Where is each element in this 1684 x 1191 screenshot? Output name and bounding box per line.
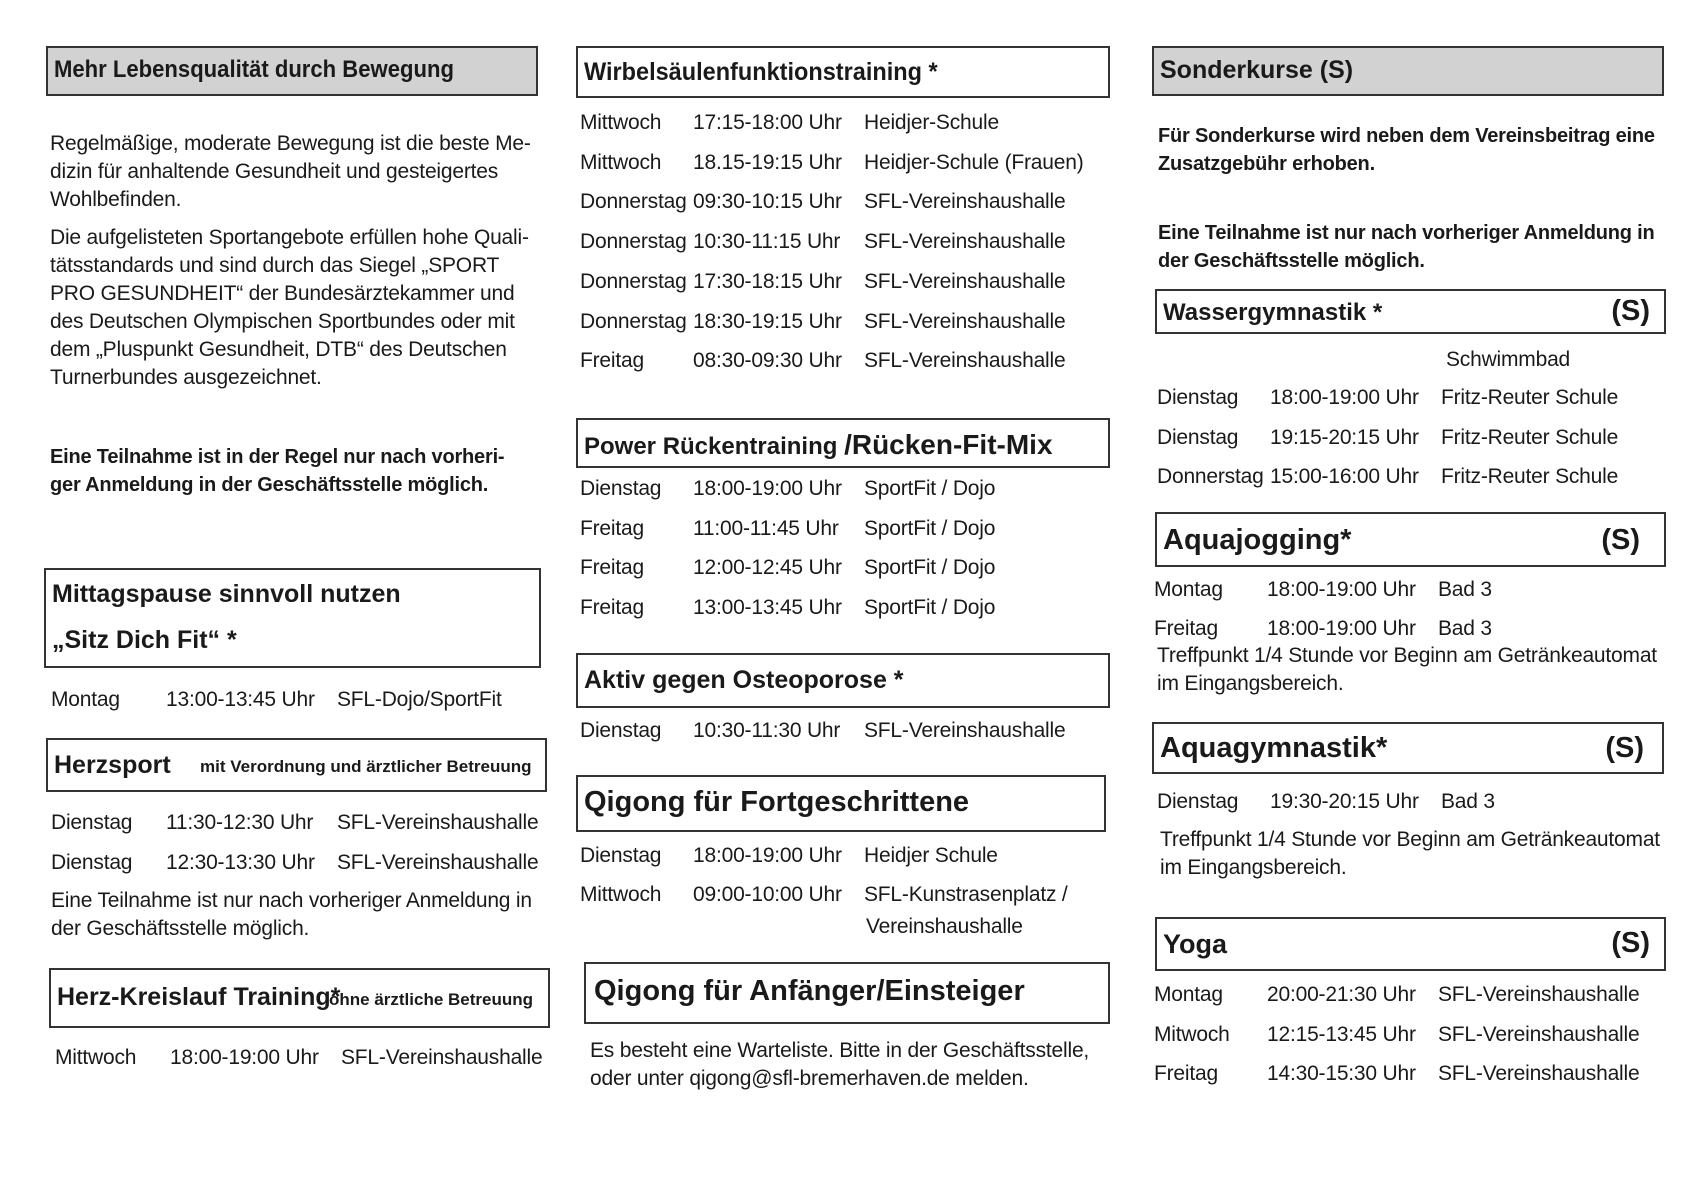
day: Donnerstag xyxy=(580,230,687,254)
day: Freitag xyxy=(580,516,644,540)
day: Dienstag xyxy=(51,811,133,834)
time: 09:00-10:00 Uhr xyxy=(693,883,842,906)
day: Dienstag xyxy=(580,844,662,867)
time: 18.15-19:15 Uhr xyxy=(693,150,842,174)
time: 18:00-19:00 Uhr xyxy=(693,844,842,867)
location: SFL-Vereinshaushalle xyxy=(864,309,1066,333)
section-title: Yoga xyxy=(1163,929,1228,959)
time: 19:15-20:15 Uhr xyxy=(1270,425,1419,449)
text-line: Zusatzgebühr erhoben. xyxy=(1158,153,1375,175)
day: Mitwoch xyxy=(1154,1022,1230,1046)
time: 17:30-18:15 Uhr xyxy=(693,269,842,293)
text-line: oder unter qigong@sfl-bremerhaven.de melden. xyxy=(590,1067,1029,1090)
title-part: Power Rückentraining xyxy=(584,433,845,460)
sonderkurs-tag: (S) xyxy=(1601,524,1640,556)
text-line: im Eingangsbereich. xyxy=(1160,856,1347,879)
sonderkurs-tag: (S) xyxy=(1605,732,1644,764)
section-subtitle: mit Verordnung und ärztlicher Betreuung xyxy=(200,757,532,776)
time: 12:15-13:45 Uhr xyxy=(1267,1022,1416,1046)
section-header-aquagymnastik xyxy=(1152,722,1664,774)
time: 11:00-11:45 Uhr xyxy=(693,516,839,540)
day: Montag xyxy=(1154,983,1223,1006)
time: 18:00-19:00 Uhr xyxy=(693,477,842,500)
time: 13:00-13:45 Uhr xyxy=(166,688,315,711)
time: 20:00-21:30 Uhr xyxy=(1267,983,1416,1006)
section-header-lebensqualitaet xyxy=(46,46,538,96)
location: SFL-Vereinshaushalle xyxy=(864,269,1066,293)
location: SFL-Vereinshaushalle xyxy=(1438,983,1640,1006)
time: 18:00-19:00 Uhr xyxy=(1267,578,1416,601)
intro-notice xyxy=(50,443,504,499)
day: Freitag xyxy=(1154,1062,1218,1086)
location: SFL-Vereinshaushalle xyxy=(864,230,1066,254)
section-header-aquajogging xyxy=(1155,512,1666,567)
time: 10:30-11:30 Uhr xyxy=(693,719,841,742)
text-line: Regelmäßige, moderate Bewegung ist die beste Me- xyxy=(50,132,531,155)
section-title xyxy=(584,429,1053,461)
text-line: Wohlbefinden. xyxy=(50,188,182,211)
day: Mittwoch xyxy=(580,150,662,174)
day: Dienstag xyxy=(580,719,662,742)
location: SFL-Vereinshaushalle xyxy=(337,851,539,874)
text-line: Die aufgelisteten Sportangebote erfüllen hohe Quali- xyxy=(50,226,529,249)
day: Freitag xyxy=(580,556,644,580)
time: 18:00-19:00 Uhr xyxy=(170,1046,319,1069)
text-line: Treffpunkt 1/4 Stunde vor Beginn am Getränkeautomat xyxy=(1160,828,1660,851)
time: 11:30-12:30 Uhr xyxy=(166,811,314,834)
location: SFL-Vereinshaushalle xyxy=(1438,1062,1640,1086)
section-title: Aktiv gegen Osteoporose * xyxy=(584,666,904,694)
section-header-wirbelsaeule xyxy=(576,46,1110,98)
text-line: Treffpunkt 1/4 Stunde vor Beginn am Getränkeautomat xyxy=(1157,644,1657,667)
location: SFL-Vereinshaushalle xyxy=(1438,1022,1640,1046)
day: Montag xyxy=(51,688,120,711)
time: 19:30-20:15 Uhr xyxy=(1270,790,1419,813)
section-title: Herz-Kreislauf Training* xyxy=(57,983,341,1011)
text-line: des Deutschen Olympischen Sportbundes oder mit xyxy=(50,310,515,333)
location: SFL-Vereinshaushalle xyxy=(864,719,1066,742)
text-line: im Eingangsbereich. xyxy=(1157,672,1344,695)
location: SFL-Kunstrasenplatz / xyxy=(864,883,1068,906)
intro-paragraph-1 xyxy=(50,130,531,214)
sonderkurs-tag: (S) xyxy=(1611,295,1650,327)
section-header-osteoporose xyxy=(576,653,1110,708)
text-line: Eine Teilnahme ist in der Regel nur nach vorheri- xyxy=(50,446,505,468)
aquagymnastik-note xyxy=(1160,826,1660,882)
day: Freitag xyxy=(580,349,644,373)
section-header-wassergymnastik xyxy=(1155,289,1666,334)
location: SportFit / Dojo xyxy=(864,556,996,580)
section-subtitle: ohne ärztliche Betreuung xyxy=(329,990,534,1009)
location: SFL-Vereinshaushalle xyxy=(341,1046,543,1069)
time: 15:00-16:00 Uhr xyxy=(1270,465,1419,489)
day: Freitag xyxy=(1154,617,1218,640)
location: Bad 3 xyxy=(1438,578,1492,601)
text-line: ger Anmeldung in der Geschäftsstelle möglich. xyxy=(50,474,489,496)
section-header-mittagspause xyxy=(44,568,541,668)
time: 12:30-13:30 Uhr xyxy=(166,851,315,874)
day: Dienstag xyxy=(1157,790,1239,813)
day: Montag xyxy=(1154,578,1223,601)
section-header-herzsport xyxy=(46,738,547,792)
section-header-power-ruecken xyxy=(576,418,1110,468)
time: 08:30-09:30 Uhr xyxy=(693,349,842,373)
section-title: Aquajogging* xyxy=(1163,524,1352,556)
location: SFL-Vereinshaushalle xyxy=(337,811,539,834)
section-title: Qigong für Anfänger/Einsteiger xyxy=(594,975,1025,1007)
location: Heidjer-Schule (Frauen) xyxy=(864,150,1084,174)
day: Mittwoch xyxy=(580,111,662,134)
day: Donnerstag xyxy=(580,269,687,293)
day: Mittwoch xyxy=(580,883,662,906)
section-header-yoga xyxy=(1155,917,1666,971)
time: 18:00-19:00 Uhr xyxy=(1270,386,1419,409)
time: 12:00-12:45 Uhr xyxy=(693,556,842,580)
day: Mittwoch xyxy=(55,1046,137,1069)
day: Freitag xyxy=(580,596,644,620)
text-line: dem „Pluspunkt Gesundheit, DTB“ des Deutschen xyxy=(50,338,507,361)
location: SFL-Dojo/SportFit xyxy=(337,688,502,711)
section-title: Herzsport xyxy=(54,751,171,779)
location: Fritz-Reuter Schule xyxy=(1441,425,1619,449)
section-title: Mittagspause sinnvoll nutzen xyxy=(52,580,401,608)
section-title: Qigong für Fortgeschrittene xyxy=(584,786,970,818)
section-header-qigong-anfaenger xyxy=(584,962,1110,1024)
location: Vereinshaushalle xyxy=(866,915,1023,938)
section-header-sonderkurse xyxy=(1152,46,1664,96)
location: Bad 3 xyxy=(1438,617,1492,640)
day: Dienstag xyxy=(51,851,133,874)
section-header-herz-kreislauf xyxy=(49,968,550,1028)
section-title: Aquagymnastik* xyxy=(1160,732,1388,764)
text-line: dizin für anhaltende Gesundheit und gesteigertes xyxy=(50,160,499,183)
section-title: Wassergymnastik * xyxy=(1163,299,1383,326)
text-line: Es besteht eine Warteliste. Bitte in der Geschäftsstelle, xyxy=(590,1039,1090,1062)
location: SportFit / Dojo xyxy=(864,516,996,540)
location: Fritz-Reuter Schule xyxy=(1441,386,1619,409)
place-header: Schwimmbad xyxy=(1446,348,1571,371)
text-line: tätsstandards und sind durch das Siegel „SPORT xyxy=(50,254,500,277)
time: 09:30-10:15 Uhr xyxy=(693,190,842,214)
section-subtitle: „Sitz Dich Fit“ * xyxy=(52,626,237,654)
text-line: Eine Teilnahme ist nur nach vorheriger Anmeldung in xyxy=(1158,222,1655,244)
location: Heidjer-Schule xyxy=(864,111,999,134)
text-line: der Geschäftsstelle möglich. xyxy=(51,917,310,940)
aquajogging-note xyxy=(1157,642,1657,698)
time: 13:00-13:45 Uhr xyxy=(693,596,842,620)
text-line: Für Sonderkurse wird neben dem Vereinsbeitrag eine xyxy=(1158,125,1655,147)
day: Dienstag xyxy=(1157,386,1239,409)
section-title: Wirbelsäulenfunktionstraining * xyxy=(584,58,938,86)
sonderkurse-fee-notice xyxy=(1158,122,1655,178)
location: SportFit / Dojo xyxy=(864,477,996,500)
location: Heidjer Schule xyxy=(864,844,998,867)
location: SFL-Vereinshaushalle xyxy=(864,190,1066,214)
text-line: Turnerbundes ausgezeichnet. xyxy=(50,366,322,389)
location: Bad 3 xyxy=(1441,790,1495,813)
text-line: Eine Teilnahme ist nur nach vorheriger Anmeldung in xyxy=(51,889,532,912)
sonderkurse-registration-notice xyxy=(1158,219,1655,275)
day: Dienstag xyxy=(580,477,662,500)
day: Donnerstag xyxy=(580,190,687,214)
text-line: PRO GESUNDHEIT“ der Bundesärztekammer und xyxy=(50,282,515,305)
day: Donnerstag xyxy=(580,309,687,333)
location: SportFit / Dojo xyxy=(864,596,996,620)
time: 18:30-19:15 Uhr xyxy=(693,309,842,333)
location: SFL-Vereinshaushalle xyxy=(864,349,1066,373)
section-header-qigong-fortgeschrittene xyxy=(576,775,1106,832)
intro-paragraph-2 xyxy=(50,224,529,392)
location: Fritz-Reuter Schule xyxy=(1441,465,1619,489)
day: Dienstag xyxy=(1157,425,1239,449)
title-part-big: /Rücken-Fit-Mix xyxy=(844,429,1053,460)
section-title: Sonderkurse (S) xyxy=(1160,56,1354,84)
day: Donnerstag xyxy=(1157,465,1264,489)
time: 17:15-18:00 Uhr xyxy=(693,111,842,134)
text-line: der Geschäftsstelle möglich. xyxy=(1158,250,1425,272)
herzsport-note xyxy=(51,887,532,943)
time: 18:00-19:00 Uhr xyxy=(1267,617,1416,640)
time: 14:30-15:30 Uhr xyxy=(1267,1062,1416,1086)
time: 10:30-11:15 Uhr xyxy=(693,230,841,254)
qigong-note xyxy=(590,1037,1089,1093)
section-title: Mehr Lebensqualität durch Bewegung xyxy=(54,56,454,83)
sonderkurs-tag: (S) xyxy=(1611,927,1650,959)
